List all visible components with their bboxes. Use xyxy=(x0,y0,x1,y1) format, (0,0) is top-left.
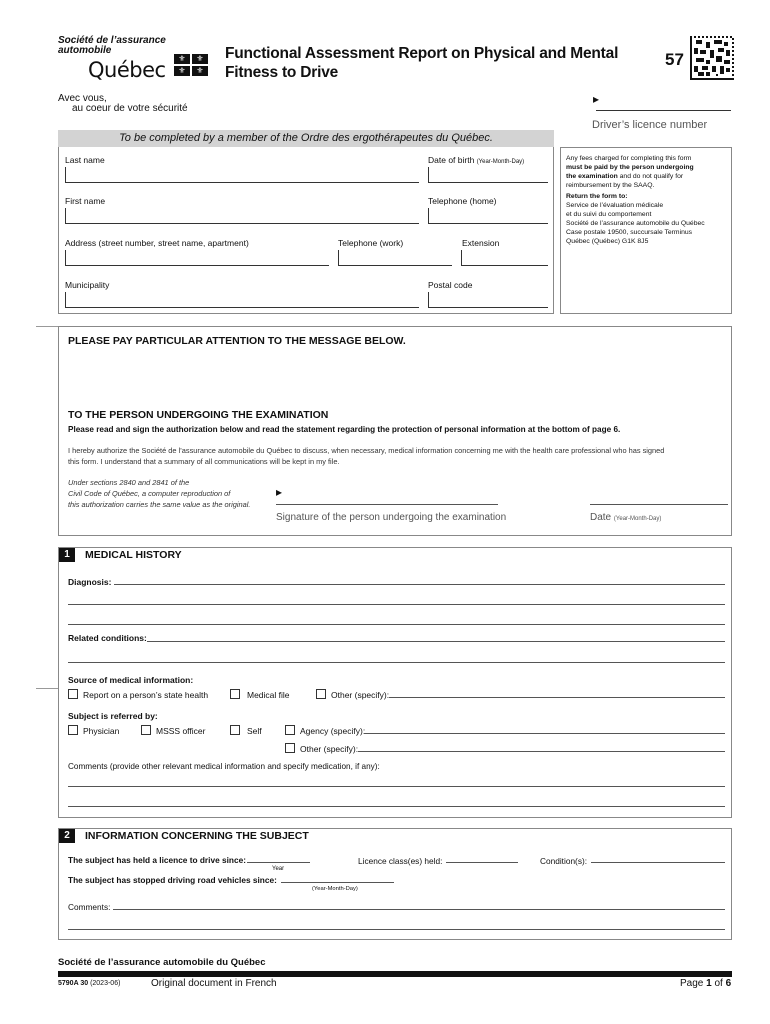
slogan-line1: Avec vous, xyxy=(58,93,107,104)
diagnosis-label: Diagnosis: xyxy=(68,577,112,587)
org-name-line1: Société de l’assurance xyxy=(58,35,166,46)
first-name-label: First name xyxy=(65,196,106,206)
comments-label: Comments (provide other relevant medical information and specify medication, if any): xyxy=(68,762,380,771)
form-title xyxy=(225,44,645,82)
address-label: Address (street number, street name, apartment) xyxy=(65,238,249,248)
licence-number-label: Driver’s licence number xyxy=(592,119,708,131)
licence-classes-label: Licence class(es) held: xyxy=(358,856,443,866)
section-number: 2 xyxy=(59,829,75,843)
completion-banner: To be completed by a member of the Ordre des ergothérapeutes du Québec. xyxy=(58,130,554,147)
subject-comments-field-line2[interactable] xyxy=(68,929,725,930)
referred-label: Subject is referred by: xyxy=(68,711,158,721)
subject-comments-label: Comments: xyxy=(68,902,111,912)
section-number: 1 xyxy=(59,548,75,562)
medical-file-option-label: Medical file xyxy=(247,690,290,700)
form-title-line1: Functional Assessment Report on Physical and Mental xyxy=(225,45,619,62)
held-since-field[interactable] xyxy=(247,862,310,863)
physician-checkbox[interactable] xyxy=(68,725,78,735)
diagnosis-field[interactable] xyxy=(114,584,725,585)
address-field[interactable] xyxy=(65,250,329,266)
signature-marker-icon: ▸ xyxy=(276,485,283,499)
source-other-checkbox[interactable] xyxy=(316,689,326,699)
notice-line: et du suivi du comportement xyxy=(566,211,652,218)
diagnosis-field-line2[interactable] xyxy=(68,604,725,605)
civil-code-line1: Under sections 2840 and 2841 of the xyxy=(68,478,190,487)
notice-line: Société de l’assurance automobile du Québec xyxy=(566,220,705,227)
extension-label: Extension xyxy=(462,238,500,248)
diagnosis-field-line3[interactable] xyxy=(68,624,725,625)
held-since-label: The subject has held a licence to drive since: xyxy=(68,855,246,865)
agency-field[interactable] xyxy=(364,733,725,734)
stopped-driving-field[interactable] xyxy=(281,882,394,883)
self-checkbox[interactable] xyxy=(230,725,240,735)
notice-line: Service de l’évaluation médicale xyxy=(566,202,664,209)
telephone-home-label: Telephone (home) xyxy=(428,196,497,206)
last-name-label: Last name xyxy=(65,155,105,165)
signature-date-label: Date (Year-Month-Day) xyxy=(590,512,662,523)
notice-line: must be paid by the person undergoing xyxy=(566,164,694,171)
postal-code-field[interactable] xyxy=(428,292,548,308)
instructions-text: Please read and sign the authorization below and read the statement regarding the protection of personal information at the bottom of page 6. xyxy=(68,425,621,434)
telephone-home-field[interactable] xyxy=(428,208,548,224)
signature-date-field[interactable] xyxy=(590,504,728,505)
notice-line: Return the form to: xyxy=(566,193,628,200)
municipality-label: Municipality xyxy=(65,280,110,290)
civil-code-line2: Civil Code of Québec, a computer reproduction of xyxy=(68,489,231,498)
original-language-note: Original document in French xyxy=(151,978,277,989)
section-title: INFORMATION CONCERNING THE SUBJECT xyxy=(85,830,309,842)
msss-option-label: MSSS officer xyxy=(156,726,206,736)
signature-label: Signature of the person undergoing the examination xyxy=(276,512,507,523)
civil-code-line3: this authorization carries the same value as the original. xyxy=(68,500,251,509)
last-name-field[interactable] xyxy=(65,167,419,183)
form-code: 5790A 30 (2023-06) xyxy=(58,980,121,987)
held-since-format: Year xyxy=(272,866,285,872)
notice-line: Case postale 19500, succursale Terminus xyxy=(566,229,693,236)
form-number: 57 xyxy=(665,50,684,69)
source-label: Source of medical information: xyxy=(68,675,194,685)
conditions-field[interactable] xyxy=(591,862,725,863)
subject-comments-field[interactable] xyxy=(113,909,725,910)
agency-checkbox[interactable] xyxy=(285,725,295,735)
conditions-label: Condition(s): xyxy=(540,856,588,866)
to-person-heading: TO THE PERSON UNDERGOING THE EXAMINATION xyxy=(68,409,329,421)
stopped-driving-label: The subject has stopped driving road vehicles since: xyxy=(68,875,277,885)
form-title-line2: Fitness to Drive xyxy=(225,64,339,81)
report-option-label: Report on a person’s state health xyxy=(83,690,209,700)
physician-option-label: Physician xyxy=(83,726,120,736)
notice-line: Any fees charged for completing this form xyxy=(566,155,692,162)
footer-org-name: Société de l’assurance automobile du Québec xyxy=(58,957,266,968)
authorization-line1: I hereby authorize the Société de l’assurance automobile du Québec to discuss, when necessary, medical information concerning me with the health care professional who has signed xyxy=(68,446,665,455)
agency-option-label: Agency (specify): xyxy=(300,726,366,736)
comments-field[interactable] xyxy=(68,786,725,787)
postal-code-label: Postal code xyxy=(428,280,473,290)
footer-bar xyxy=(58,971,732,977)
first-name-field[interactable] xyxy=(65,208,419,224)
report-checkbox[interactable] xyxy=(68,689,78,699)
section-title: MEDICAL HISTORY xyxy=(85,549,182,561)
licence-classes-field[interactable] xyxy=(446,862,518,863)
referred-other-field[interactable] xyxy=(358,751,725,752)
notice-line: Québec (Québec) G1K 8J5 xyxy=(566,238,649,245)
extension-field[interactable] xyxy=(461,250,548,266)
datamatrix-barcode-icon xyxy=(690,36,734,80)
notice-line: reimbursement by the SAAQ. xyxy=(566,182,655,189)
authorization-line2: this form. I understand that a summary of all communications will be kept in my file. xyxy=(68,457,340,466)
source-other-label: Other (specify): xyxy=(331,690,390,700)
slogan-line2: au coeur de votre sécurité xyxy=(72,103,188,114)
related-conditions-field-line2[interactable] xyxy=(68,662,725,663)
dob-label: Date of birth (Year-Month-Day) xyxy=(428,155,525,165)
medical-file-checkbox[interactable] xyxy=(230,689,240,699)
quebec-wordmark: Québec xyxy=(88,58,166,82)
stopped-driving-format: (Year-Month-Day) xyxy=(312,886,358,892)
quebec-flag-icon: ⚜ ⚜ ⚜ ⚜ xyxy=(174,54,210,78)
dob-field[interactable] xyxy=(428,167,548,183)
licence-number-field[interactable] xyxy=(596,110,731,111)
page-indicator: Page 1 of 6 xyxy=(680,978,732,989)
attention-heading: PLEASE PAY PARTICULAR ATTENTION TO THE MESSAGE BELOW. xyxy=(68,335,406,347)
msss-checkbox[interactable] xyxy=(141,725,151,735)
margin-mark xyxy=(36,688,58,689)
related-conditions-label: Related conditions: xyxy=(68,633,147,643)
self-option-label: Self xyxy=(247,726,262,736)
org-name-line2: automobile xyxy=(58,45,112,56)
referred-other-checkbox[interactable] xyxy=(285,743,295,753)
margin-mark xyxy=(36,326,58,327)
fees-return-notice xyxy=(560,147,732,314)
municipality-field[interactable] xyxy=(65,292,419,308)
signature-field[interactable] xyxy=(276,504,498,505)
telephone-work-field[interactable] xyxy=(338,250,452,266)
comments-field-line2[interactable] xyxy=(68,806,725,807)
referred-other-label: Other (specify): xyxy=(300,744,359,754)
licence-marker-icon: ▸ xyxy=(593,92,600,106)
related-conditions-field[interactable] xyxy=(147,641,725,642)
notice-line: the examination and do not qualify for xyxy=(566,173,684,180)
telephone-work-label: Telephone (work) xyxy=(338,238,404,248)
source-other-field[interactable] xyxy=(389,697,725,698)
